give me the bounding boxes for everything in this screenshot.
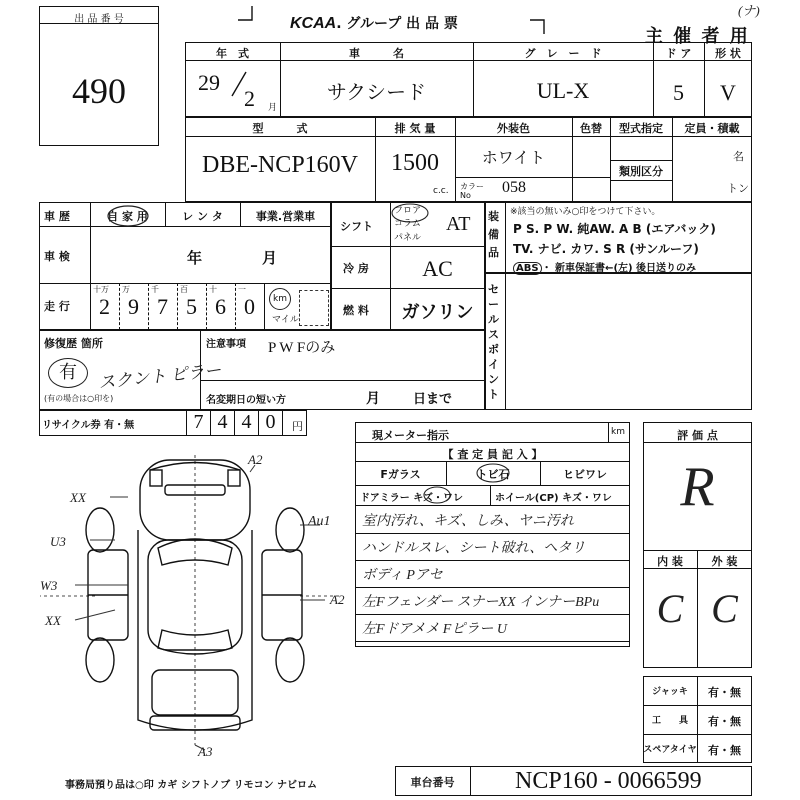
divider [643,734,752,735]
year-label: 年 式 [216,47,249,60]
shape-value: V [720,80,736,105]
organizer-label: 主 催 者 用 [645,26,750,47]
exterior-score: C [711,586,738,631]
equipment-label: 装 備 品 [488,210,499,259]
mileage-unit: 一 [238,285,246,294]
chassis-number: NCP160 - 0066599 [515,768,702,794]
meter-label: 現メーター指示 [372,429,449,442]
fuel-value: ガソリン [401,302,474,323]
shift-column: コラム [394,219,421,229]
divider [643,442,752,443]
glass-label: Fガラス [380,468,421,481]
divider [355,505,630,506]
comment-line: 左Fフェンダー スナーXX インナーBPu [362,595,600,610]
divider [470,766,471,796]
shaken-month: 月 [262,249,278,267]
ton-unit: トン [727,182,749,195]
notes-label: 注意事項 [206,339,246,350]
mileage-digit: 2 [99,294,110,319]
evaluation-label: 評 価 点 [677,429,718,442]
comment-rule [355,641,630,642]
repair-label: 修復歴 箇所 [44,337,103,350]
persons-unit: 名 [733,150,744,163]
repair-sub: (有の場合は○印を) [44,394,114,403]
car-name: サクシード [326,80,427,104]
mark-left2: U3 [50,534,66,549]
comment-rule [355,533,630,534]
comment-line: 左Fドアメメ Fピラー U [362,622,507,637]
shaken-year: 年 [187,249,203,267]
mileage-unit: 十万 [93,285,109,294]
interior-label: 内 装 [657,555,683,568]
door-label: ド ア [665,47,692,60]
mileage-digit: 6 [215,294,226,319]
check-label: ジャッキ [652,687,688,697]
recycle-unit: 円 [292,420,303,433]
mileage-digit: 7 [157,294,168,319]
check-label: スペアタイヤ [643,745,697,755]
model-value: DBE-NCP160V [201,152,358,178]
sales-point-label: セールスポイント [488,283,499,401]
history-business[interactable]: 事業.営業車 [255,210,316,223]
deadline-month: 月 [366,391,380,407]
mileage-label: 走 行 [44,300,70,313]
shape-label: 形 状 [715,47,741,60]
color-label: 外装色 [497,122,530,135]
wheel-value: キズ・ワレ [562,493,612,504]
mileage-unit: 万 [122,285,130,294]
history-private[interactable]: 自 家 用 [107,210,148,223]
fuel-label: 燃 料 [343,304,369,317]
mileage-digit: 9 [128,294,139,319]
interior-score: C [656,586,684,631]
repair-answer-text: 有 [59,362,77,383]
brand-logo: KCAA [290,15,337,32]
comment-rule [355,614,630,615]
cc-unit: c.c. [433,186,449,196]
mile-label: マイル [272,315,299,325]
mark-left3: W3 [40,578,58,593]
wheel-row [495,489,612,504]
name-label: 車 名 [349,47,404,60]
model-label: 型 式 [252,122,308,135]
grade-value: UL-X [536,78,590,103]
mark-left1: XX [70,490,86,505]
equipment-line1: P S. P W. 純AW. A B (エアバック) [513,222,716,236]
deadline-day: 日まで [413,392,453,407]
shift-value: AT [446,213,471,235]
meter-unit: km [611,427,625,437]
wheel-label: ホイール(CP) [495,493,559,504]
notes-value: P W Fのみ [268,340,336,356]
mileage-digit: 5 [186,294,197,319]
recycle-digit: 7 [186,411,210,435]
equipment-line2: TV. ナビ. カワ. S R (サンルーフ) [513,242,699,256]
deadline-label: 名変期日の短い方 [206,395,286,406]
mileage-unit: 百 [180,285,188,294]
month-unit: 月 [268,103,278,113]
mirror-label: ドアミラー [360,493,410,504]
recolor-label: 色替 [580,122,602,135]
mark-top: A2 [248,452,263,467]
shift-panel: パネル [394,233,422,243]
mark-right-upper: Au1 [308,514,331,529]
footer-keys: 事務局預り品は○印 カギ シフトノブ リモコン ナビロム [65,780,318,791]
comment-line: ハンドルスレ、シート破れ、ヘタリ [362,541,586,556]
category-label: 類別区分 [619,165,663,178]
equipment-note: ※該当の無いみ○印をつけて下さい。 [510,207,661,217]
exterior-label: 外 装 [711,555,738,568]
abs-option: ABS [513,262,542,275]
mileage-digit: 0 [244,294,255,319]
inspect-label: 【 査 定 員 記 入 】 [442,448,543,461]
comment-line: ボディ Pアセ [362,568,443,583]
disp-label: 排 気 量 [394,122,436,135]
shift-label: シフト [340,220,373,233]
mark-bottom: A3 [198,744,213,759]
corner-mark: (ナ) [738,3,760,18]
chassis-label: 車台番号 [410,776,455,789]
warranty-option: ・ 新車保証書←(左) 後日送りのみ [541,263,697,274]
displacement-value: 1500 [391,150,439,176]
check-value[interactable]: 有・無 [708,715,741,728]
check-label: 工 具 [651,716,688,726]
km-text: km [273,294,287,304]
divider [643,705,752,706]
month-value: 2 [244,86,255,111]
grade-label: グ レ ー ド [524,47,602,60]
check-value[interactable]: 有・無 [708,744,741,757]
history-rental[interactable]: レ ン タ [182,210,223,223]
form-title: . グループ 出 品 票 [336,16,458,32]
mileage-unit: 十 [209,285,217,294]
color-no-value: 058 [502,179,526,196]
color-no-label: カラー No [460,182,484,200]
certified-label: 型式指定 [619,122,663,135]
mark-left4: XX [45,613,61,628]
history-label: 車 歴 [44,210,70,223]
shaken-label: 車 検 [44,250,70,263]
lot-label: 出 品 番 号 [74,14,124,25]
recycle-digit: 0 [258,411,282,435]
repair-handwriting: スクント ピラー [97,360,223,393]
comment-rule [355,587,630,588]
recycle-digit: 4 [234,411,258,435]
capacity-label: 定員・積載 [684,122,740,135]
comment-line: 室内汚れ、キズ、しみ、ヤニ汚れ [362,514,574,529]
ac-label: 冷 房 [343,262,369,275]
evaluation-score: R [680,456,715,518]
mileage-unit: 千 [151,285,159,294]
lot-number: 490 [72,71,126,111]
ac-value: AC [422,256,453,281]
recycle-label: リサイクル券 有・無 [42,420,135,431]
recycle-digit: 4 [210,411,234,435]
doors-value: 5 [673,80,684,105]
glass-tobi[interactable]: トビ石 [476,468,510,481]
year-value: 29 [198,70,220,95]
mark-right-mid: A2 [330,592,345,607]
check-value[interactable]: 有・無 [708,686,741,699]
glass-hibi[interactable]: ヒビワレ [563,468,607,481]
comment-rule [355,560,630,561]
color-value: ホワイト [481,148,546,167]
mirror-value: キズ・ワレ [413,493,463,504]
shift-floor: フロア [394,206,422,216]
